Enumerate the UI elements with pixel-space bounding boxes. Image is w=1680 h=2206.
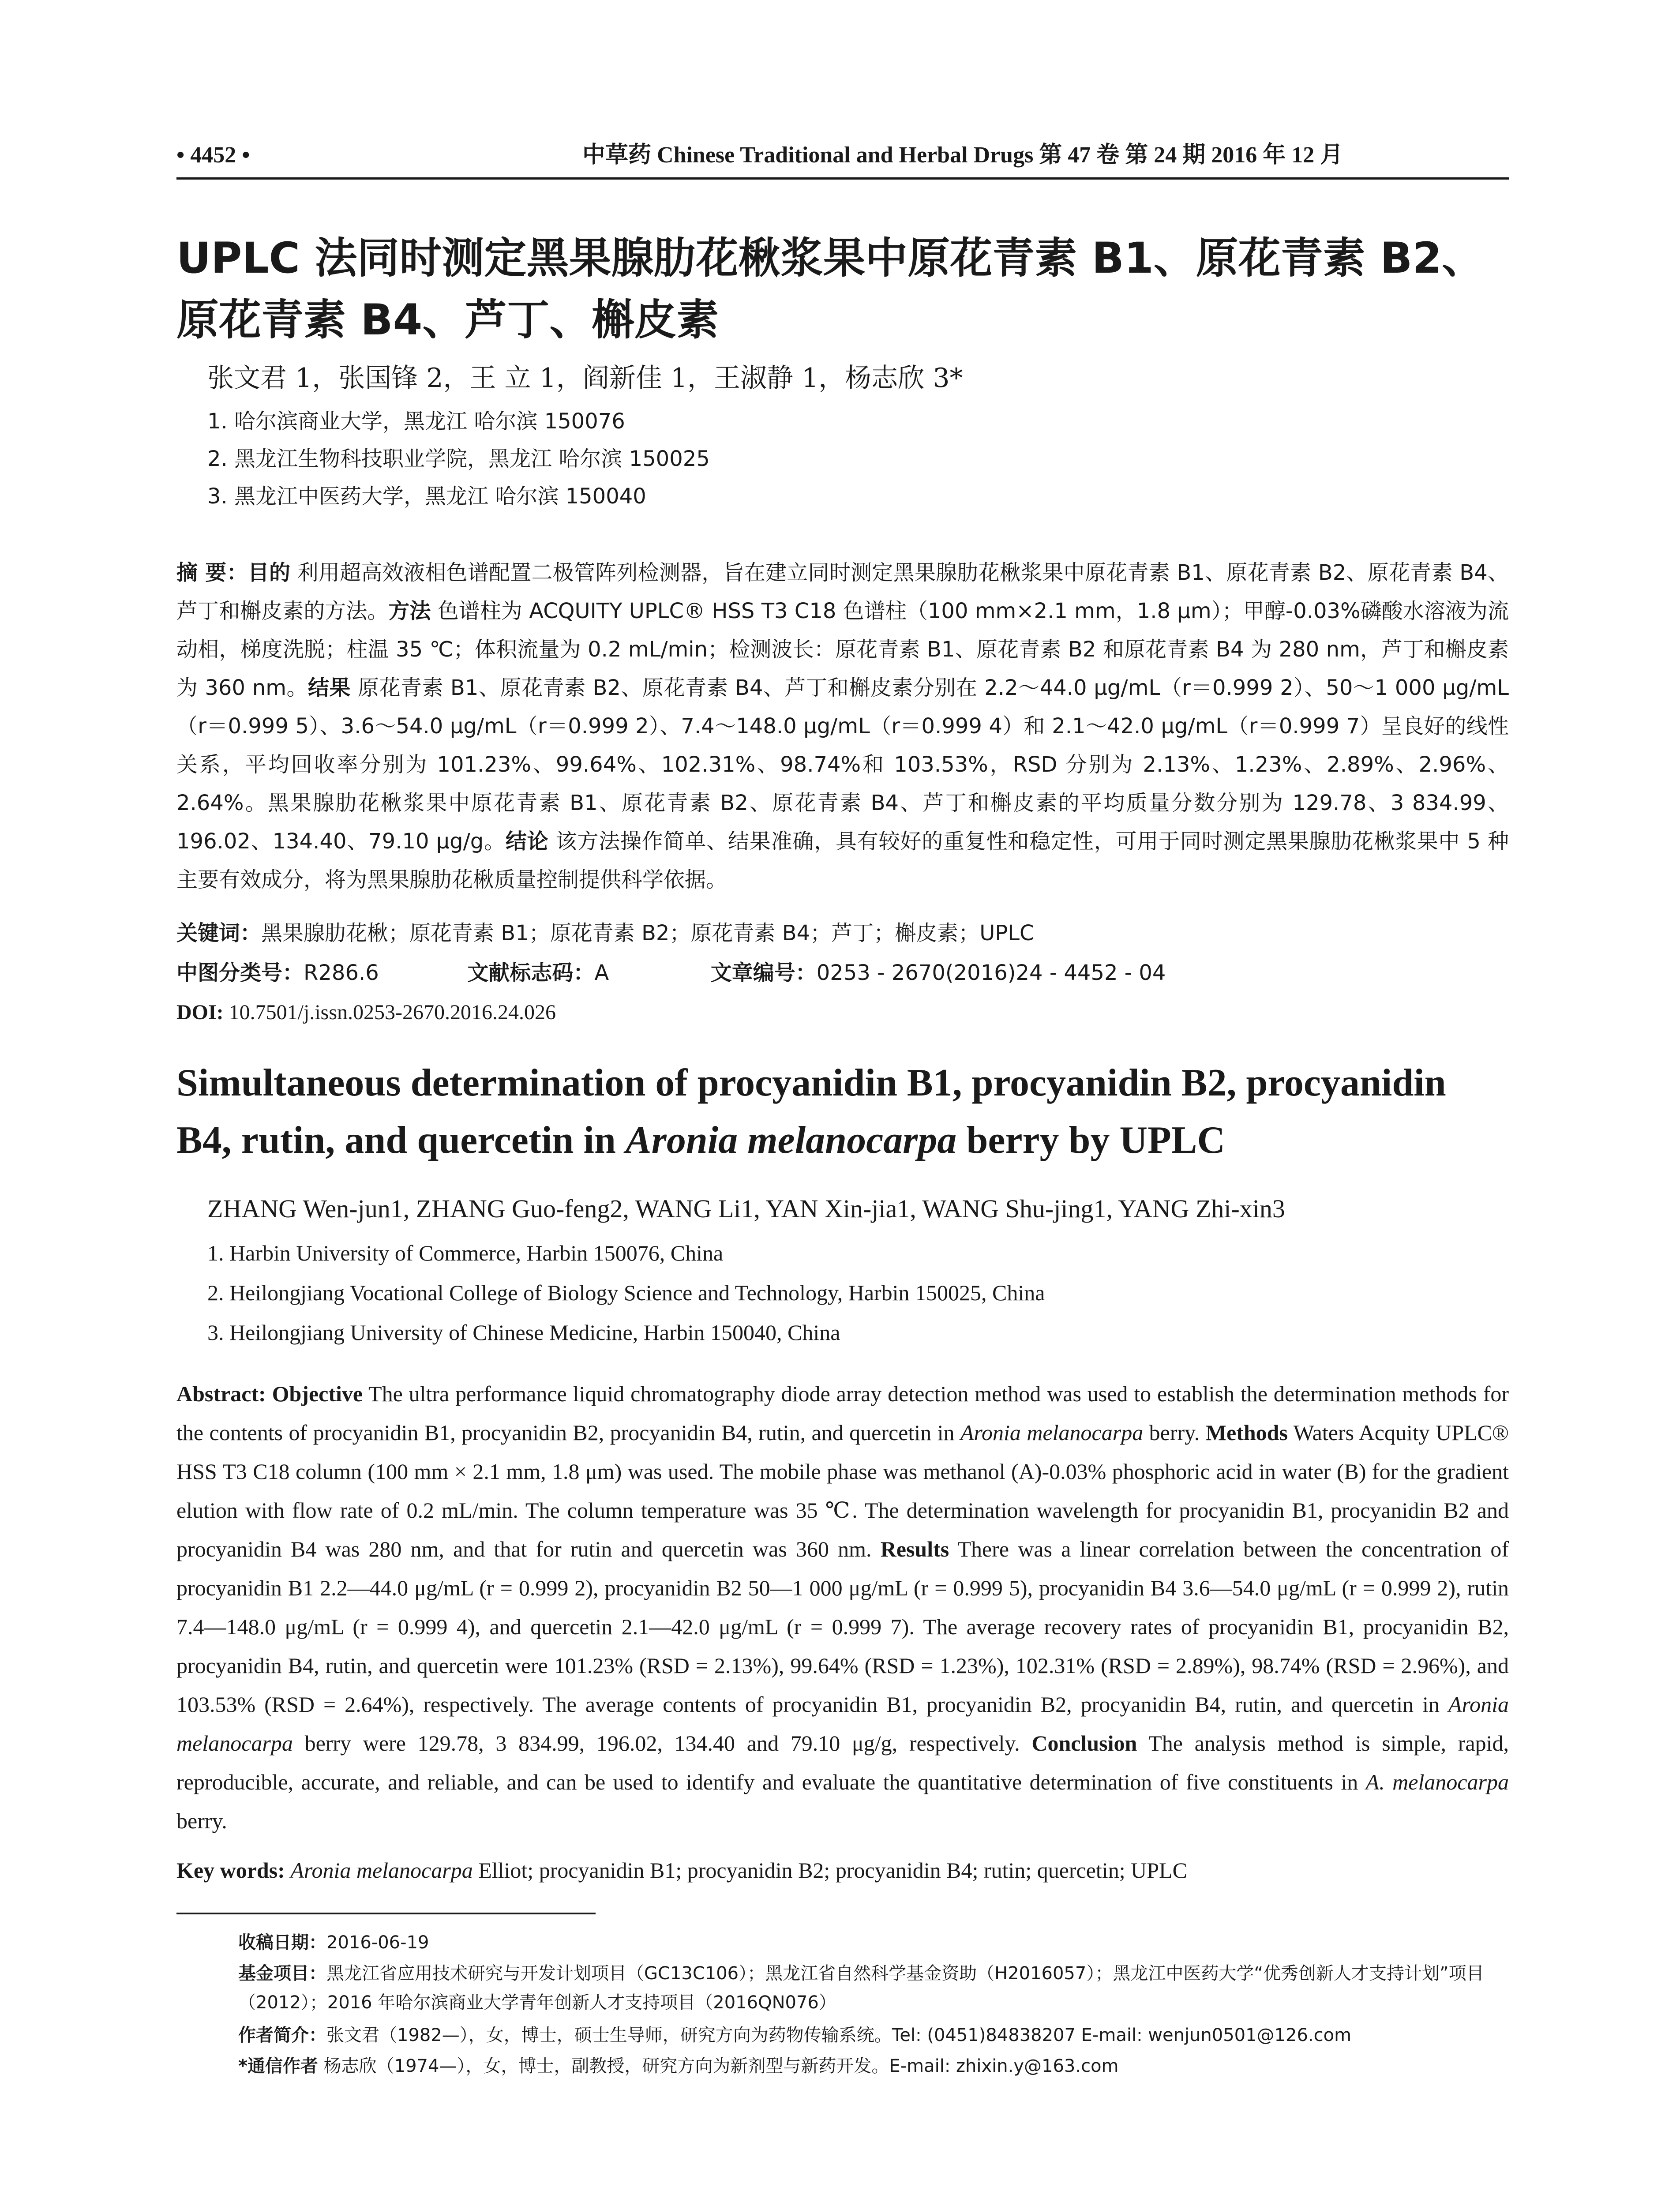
received-label: 收稿日期：	[238, 1932, 326, 1953]
keywords-en-species: Aronia melanocarpa	[290, 1858, 473, 1883]
title-en	[176, 1054, 1509, 1169]
clc-value: R286.6	[304, 960, 379, 985]
abstract-en-label: Abstract:	[176, 1381, 266, 1406]
title-en-part1: Simultaneous determination of procyanidin B1, procyanidin B2, procyanidin B4, rutin, and quercetin in	[176, 1062, 1446, 1162]
classification-line	[176, 955, 1509, 990]
fund-text: 黑龙江省应用技术研究与开发计划项目（GC13C106）；黑龙江省自然科学基金资助（H2016057）；黑龙江中医药大学“优秀创新人才支持计划”项目（2012）；2016 年哈尔滨商业大学青年创新人才支持项目（2016QN076）	[238, 1963, 1484, 2013]
title-en-part2: berry by UPLC	[956, 1119, 1226, 1162]
footnote-author	[238, 2021, 1509, 2050]
keywords-en-label: Key words:	[176, 1858, 285, 1883]
header-rule	[176, 177, 1509, 180]
footnote-rule	[176, 1913, 596, 1914]
title-cn: UPLC 法同时测定黑果腺肋花楸浆果中原花青素 B1、原花青素 B2、原花青素 B4、芦丁、槲皮素	[176, 233, 1485, 345]
footnote-fund	[238, 1959, 1509, 2017]
clc-label: 中图分类号：	[176, 960, 304, 985]
affiliation-en-2: 2. Heilongjiang Vocational College of Biology Science and Technology, Harbin 150025, China	[207, 1280, 1045, 1305]
results-en-text-end: berry were 129.78, 3 834.99, 196.02, 134.40 and 79.10 μg/g, respectively.	[292, 1731, 1020, 1756]
doc-code-label: 文献标志码：	[467, 960, 595, 985]
journal-name: 中草药 Chinese Traditional and Herbal Drugs 第 47 卷 第 24 期 2016 年 12 月	[582, 143, 1343, 168]
author-bio-text: 张文君（1982—），女，博士，硕士生导师，研究方向为药物传输系统。Tel: (0451)84838207 E-mail: wenjun0501@126.com	[326, 2025, 1352, 2045]
affiliation-cn-3: 3. 黑龙江中医药大学，黑龙江 哈尔滨 150040	[207, 484, 646, 509]
authors-cn: 张文君 1，张国锋 2，王 立 1，阎新佳 1，王淑静 1，杨志欣 3*	[207, 363, 963, 394]
objective-cn-text: 利用超高效液相色谱配置二极管阵列检测器，旨在建立同时测定黑果腺肋花楸浆果中原花青素 B1、原花青素 B2、原花青素 B4、芦丁和槲皮素的方法。	[176, 560, 1509, 623]
abstract-cn-label: 摘 要：	[176, 560, 248, 585]
doi-label: DOI:	[176, 1001, 224, 1024]
authors-en: ZHANG Wen-jun1, ZHANG Guo-feng2, WANG Li1, YAN Xin-jia1, WANG Shu-jing1, YANG Zhi-xin3	[207, 1194, 1285, 1223]
objective-en-text: The ultra performance liquid chromatography diode array detection method was used to establish the determination methods for the contents of procyanidin B1, procyanidin B2, procyanidin B4, rutin, and quercetin in	[176, 1381, 1509, 1445]
results-cn-label: 结果	[308, 675, 351, 700]
methods-en-label: Methods	[1205, 1420, 1288, 1445]
results-en-label: Results	[880, 1537, 949, 1561]
keywords-cn-text: 黑果腺肋花楸；原花青素 B1；原花青素 B2；原花青素 B4；芦丁；槲皮素；UPLC	[261, 921, 1035, 945]
doi-line	[176, 995, 1509, 1030]
results-en-text: There was a linear correlation between the concentration of procyanidin B1 2.2—44.0 μg/mL (r = 0.999 2), procyanidin B2 50—1 000 μg/mL (r = 0.999 5), procyanidin B4 3.6—54.0 μg/mL (r = 0.999 2), rutin 7.4—148.0 μg/mL (r = 0.999 4), and quercetin 2.1—42.0 μg/mL (r = 0.999 7). The average recovery rates of procyanidin B1, procyanidin B2, procyanidin B4, rutin, and quercetin were 101.23% (RSD = 2.13%), 99.64% (RSD = 1.23%), 102.31% (RSD = 2.89%), 98.74% (RSD = 2.96%), and 103.53% (RSD = 2.64%), respectively. The average contents of procyanidin B1, procyanidin B2, procyanidin B4, rutin, and quercetin in	[176, 1537, 1509, 1717]
received-date: 2016-06-19	[326, 1932, 429, 1953]
objective-cn-label: 目的	[248, 560, 291, 585]
objective-en-label: Objective	[272, 1381, 363, 1406]
methods-cn-label: 方法	[388, 599, 431, 623]
conclusion-en-species: A. melanocarpa	[1365, 1770, 1509, 1794]
conclusion-en-text: The analysis method is simple, rapid, reproducible, accurate, and reliable, and can be used to identify and evaluate the quantitative determination of five constituents in	[176, 1731, 1509, 1794]
footnote-corresponding	[238, 2052, 1509, 2081]
title-en-species: Aronia melanocarpa	[625, 1119, 957, 1162]
results-cn-text: 原花青素 B1、原花青素 B2、原花青素 B4、芦丁和槲皮素分别在 2.2～44.0 μg/mL（r＝0.999 2）、50～1 000 μg/mL（r＝0.999 5）、3.6～54.0 μg/mL（r＝0.999 2）、7.4～148.0 μg/mL（r＝0.999 4）和 2.1～42.0 μg/mL（r＝0.999 7）呈良好的线性关系，平均回收率分别为 101.23%、99.64%、102.31%、98.74%和 103.53%，RSD 分别为 2.13%、1.23%、2.89%、2.96%、2.64%。黑果腺肋花楸浆果中原花青素 B1、原花青素 B2、原花青素 B4、芦丁和槲皮素的平均质量分数分别为 129.78、3 834.99、196.02、134.40、79.10 μg/g。	[176, 675, 1509, 854]
keywords-cn	[176, 915, 1509, 951]
keywords-en-text: Elliot; procyanidin B1; procyanidin B2; procyanidin B4; rutin; quercetin; UPLC	[472, 1858, 1187, 1883]
conclusion-en-label: Conclusion	[1031, 1731, 1137, 1756]
abstract-cn	[176, 554, 1509, 899]
footnote-received	[238, 1928, 1509, 1957]
results-en-species: Aronia melanocarpa	[176, 1692, 1509, 1756]
affiliation-en-1: 1. Harbin University of Commerce, Harbin 150076, China	[207, 1241, 724, 1265]
fund-label: 基金项目：	[238, 1963, 326, 1984]
article-number-value: 0253 - 2670(2016)24 - 4452 - 04	[816, 960, 1166, 985]
conclusion-cn-text: 该方法操作简单、结果准确，具有较好的重复性和稳定性，可用于同时测定黑果腺肋花楸浆果中 5 种主要有效成分，将为黑果腺肋花楸质量控制提供科学依据。	[176, 829, 1509, 892]
article-number-label: 文章编号：	[710, 960, 817, 985]
keywords-en	[176, 1851, 1509, 1890]
keywords-cn-label: 关键词：	[176, 921, 262, 945]
affiliation-en-3: 3. Heilongjiang University of Chinese Medicine, Harbin 150040, China	[207, 1320, 840, 1345]
objective-en-species: Aronia melanocarpa	[960, 1420, 1144, 1445]
running-header	[176, 137, 1509, 174]
affiliation-cn-2: 2. 黑龙江生物科技职业学院，黑龙江 哈尔滨 150025	[207, 446, 710, 471]
abstract-en	[176, 1374, 1509, 1840]
doc-code-value: A	[594, 960, 609, 985]
conclusion-cn-label: 结论	[505, 829, 549, 854]
methods-cn-text: 色谱柱为 ACQUITY UPLC® HSS T3 C18 色谱柱（100 mm×2.1 mm，1.8 μm）；甲醇-0.03%磷酸水溶液为流动相，梯度洗脱；柱温 35 ℃；体积流量为 0.2 mL/min；检测波长：原花青素 B1、原花青素 B2 和原花青素 B4 为 280 nm，芦丁和槲皮素为 360 nm。	[176, 599, 1509, 700]
methods-en-text: Waters Acquity UPLC® HSS T3 C18 column (100 mm × 2.1 mm, 1.8 μm) was used. The mobile phase was methanol (A)-0.03% phosphoric acid in water (B) for the gradient elution with flow rate of 0.2 mL/min. The column temperature was 35 ℃. The determination wavelength for procyanidin B1, procyanidin B2 and procyanidin B4 was 280 nm, and that for rutin and quercetin was 360 nm.	[176, 1420, 1509, 1561]
page-number: • 4452 •	[176, 143, 250, 168]
corresponding-label: *通信作者	[238, 2056, 318, 2076]
corresponding-text: 杨志欣（1974—），女，博士，副教授，研究方向为新剂型与新药开发。E-mail: zhixin.y@163.com	[323, 2056, 1119, 2076]
objective-en-text-end: berry.	[1143, 1420, 1200, 1445]
author-bio-label: 作者简介：	[238, 2025, 326, 2045]
doi-value: 10.7501/j.issn.0253-2670.2016.24.026	[229, 1001, 556, 1024]
affiliation-cn-1: 1. 哈尔滨商业大学，黑龙江 哈尔滨 150076	[207, 409, 625, 434]
conclusion-en-text-end: berry.	[176, 1808, 227, 1833]
